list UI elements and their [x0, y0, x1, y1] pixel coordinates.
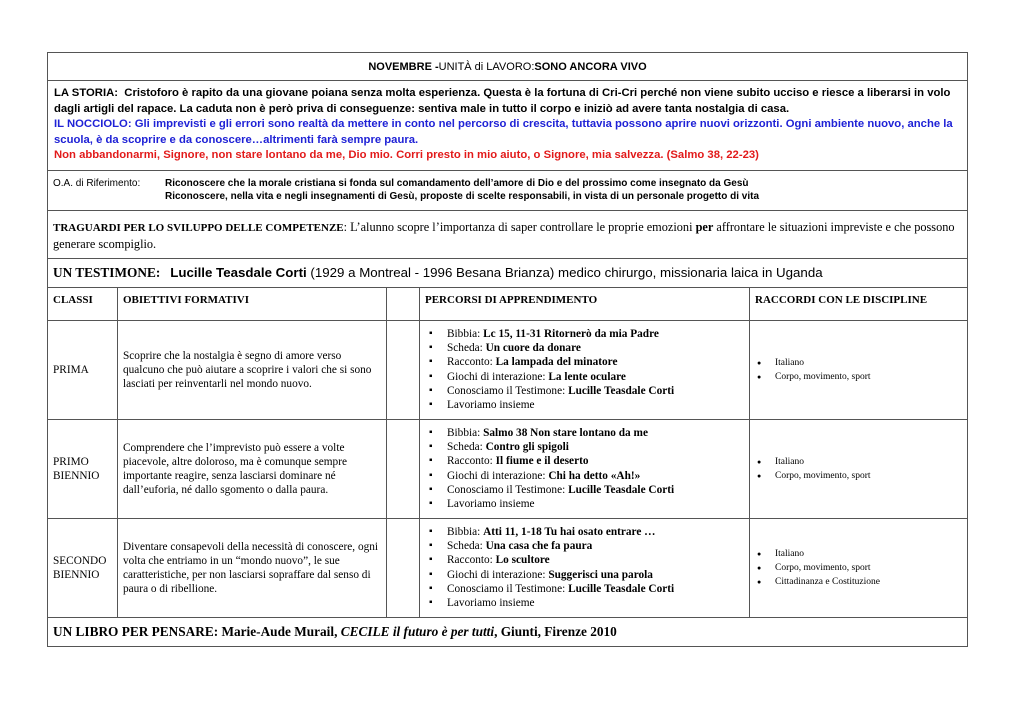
- row-percorsi: [420, 420, 750, 518]
- list-item: ▪ Scheda: Un cuore da donare: [425, 341, 744, 355]
- list-item: ▪ Conosciamo il Testimone: Lucille Teasdale Corti: [425, 483, 744, 497]
- oa-line-2: Riconoscere, nella vita e negli insegnamenti di Gesù, proposte di scelte responsabili, in vista di un personale progetto di vita: [165, 191, 760, 202]
- prayer-text: Non abbandonarmi, Signore, non stare lontano da me, Dio mio. Corri presto in mio aiuto, o Signore, mia salvezza. (Salmo 38, 22-23): [54, 149, 759, 161]
- list-item: ● Italiano: [755, 547, 962, 561]
- list-item: ▪ Scheda: Contro gli spigoli: [425, 440, 744, 454]
- header-spacer: [387, 288, 420, 320]
- list-item: ▪ Bibbia: Atti 11, 1-18 Tu hai osato entrare …: [425, 525, 744, 539]
- nocciolo-text: IL NOCCIOLO: Gli imprevisti e gli errori sono realtà da mettere in conto nel percorso di crescita, tuttavia possono aprire nuovi orizzonti. Ogni ambiente nuovo, anche la scuola, è da scoprire e da conoscere…altrimenti farà sempre paura.: [54, 118, 953, 146]
- list-item: ▪ Giochi di interazione: La lente oculare: [425, 370, 744, 384]
- title-month: NOVEMBRE -: [368, 60, 439, 73]
- story-label: LA STORIA:: [54, 87, 119, 99]
- table-header: [48, 288, 967, 321]
- row-obiettivo: Scoprire che la nostalgia è segno di amore verso qualcuno che può aiutare a scoprire i valori che si sono lasciati per reinventarli nel mondo nuovo.: [118, 321, 387, 419]
- header-percorsi: PERCORSI DI APPRENDIMENTO: [420, 288, 750, 320]
- title-unit-label: UNITÀ di LAVORO:: [438, 60, 535, 73]
- list-item: ● Italiano: [755, 455, 962, 469]
- list-item: ● Corpo, movimento, sport: [755, 370, 962, 384]
- row-obiettivo: Comprendere che l’imprevisto può essere a volte piacevole, altre doloroso, ma è comunque sempre importante reagire, senza lasciarsi dominare né dall’euforia, né dallo sgomento o dalla paura.: [118, 420, 387, 518]
- list-item: ▪ Racconto: La lampada del minatore: [425, 355, 744, 369]
- book-publisher: , Giunti, Firenze 2010: [494, 623, 617, 639]
- list-item: ● Corpo, movimento, sport: [755, 561, 962, 575]
- row-class: PRIMA: [48, 321, 118, 419]
- list-item: ▪ Lavoriamo insieme: [425, 596, 744, 610]
- oa-line-1: Riconoscere che la morale cristiana si fonda sul comandamento dell’amore di Dio e del prossimo come insegnato da Gesù: [165, 177, 749, 189]
- list-item: ▪ Conosciamo il Testimone: Lucille Teasdale Corti: [425, 582, 744, 596]
- testimone-section: [48, 259, 967, 288]
- row-obiettivo: Diventare consapevoli della necessità di conoscere, ogni volta che entriamo in un “mondo nuovo”, le sue caratteristiche, per non lasciarsi sopraffare dal senso di paura o di ribellione.: [118, 519, 387, 617]
- list-item: ▪ Lavoriamo insieme: [425, 497, 744, 511]
- row-raccordi: [750, 321, 967, 419]
- lesson-plan-table: [47, 52, 968, 647]
- testimone-name: Lucille Teasdale Corti: [170, 264, 307, 280]
- row-percorsi: [420, 519, 750, 617]
- list-item: ▪ Bibbia: Salmo 38 Non stare lontano da me: [425, 426, 744, 440]
- story-section: [48, 81, 967, 171]
- table-row: [48, 519, 967, 618]
- table-row: [48, 321, 967, 420]
- table-row: [48, 420, 967, 519]
- row-class: SECONDO BIENNIO: [48, 519, 118, 617]
- list-item: ▪ Lavoriamo insieme: [425, 398, 744, 412]
- list-item: ▪ Racconto: Il fiume e il deserto: [425, 454, 744, 468]
- row-raccordi: [750, 519, 967, 617]
- header-obiettivi: OBIETTIVI FORMATIVI: [118, 288, 387, 320]
- list-item: ▪ Racconto: Lo scultore: [425, 553, 744, 567]
- story-body: Cristoforo è rapito da una giovane poiana senza molta esperienza. Questa è la fortuna di Cri-Cri perché non viene subito ucciso e riesce a liberarsi in volo dagli artigli del rapace. La caduta non è però priva di conseguenze: sentiva male in tutto il corpo e iniziò ad avere tanta nostalgia di casa.: [54, 87, 951, 115]
- traguardi-per: per: [695, 219, 714, 234]
- list-item: ● Italiano: [755, 356, 962, 370]
- traguardi-label: TRAGUARDI PER LO SVILUPPO DELLE COMPETENZE: [53, 221, 344, 234]
- oa-section: [48, 171, 967, 211]
- testimone-text: (1929 a Montreal - 1996 Besana Brianza) medico chirurgo, missionaria laica in Uganda: [306, 264, 823, 280]
- traguardi-text-a: : L’alunno scopre l’importanza di saper controllare le proprie emozioni: [343, 219, 696, 234]
- book-section: [48, 618, 967, 646]
- row-percorsi: [420, 321, 750, 419]
- title-unit-name: SONO ANCORA VIVO: [534, 60, 647, 73]
- header-classi: CLASSI: [48, 288, 118, 320]
- unit-title: [48, 53, 967, 81]
- list-item: ▪ Giochi di interazione: Suggerisci una parola: [425, 568, 744, 582]
- list-item: ▪ Bibbia: Lc 15, 11-31 Ritornerò da mia Padre: [425, 327, 744, 341]
- testimone-label: UN TESTIMONE:: [53, 264, 161, 280]
- traguardi-text-b: affrontare le situazioni impreviste e che possono generare scompiglio.: [53, 219, 955, 251]
- list-item: ▪ Scheda: Una casa che fa paura: [425, 539, 744, 553]
- row-class: PRIMO BIENNIO: [48, 420, 118, 518]
- book-label: UN LIBRO PER PENSARE: Marie-Aude Murail,: [53, 623, 341, 639]
- header-raccordi: RACCORDI CON LE DISCIPLINE: [755, 293, 928, 306]
- list-item: ● Corpo, movimento, sport: [755, 469, 962, 483]
- oa-label: O.A. di Riferimento:: [53, 177, 141, 189]
- row-raccordi: [750, 420, 967, 518]
- traguardi-section: [48, 211, 967, 259]
- list-item: ▪ Conosciamo il Testimone: Lucille Teasdale Corti: [425, 384, 744, 398]
- story-text: [54, 86, 961, 117]
- book-title: CECILE il futuro è per tutti: [340, 623, 495, 639]
- list-item: ● Cittadinanza e Costituzione: [755, 575, 962, 589]
- list-item: ▪ Giochi di interazione: Chi ha detto «Ah!»: [425, 469, 744, 483]
